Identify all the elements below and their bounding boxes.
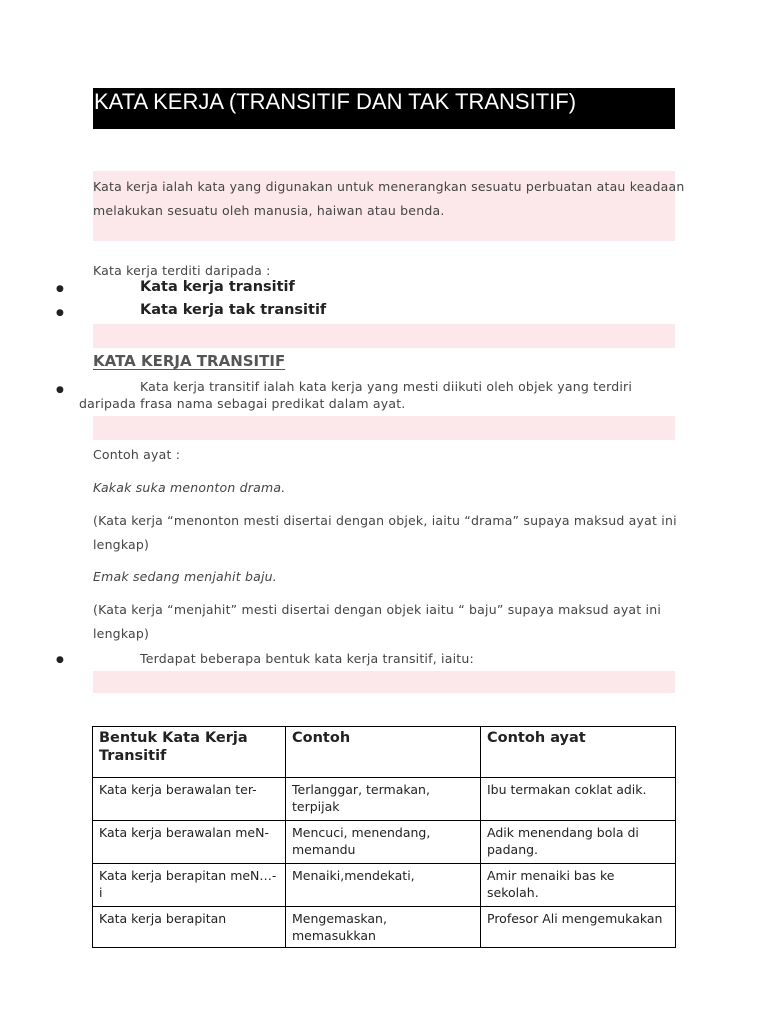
table-row xyxy=(93,821,676,864)
definition-line-2: melakukan sesuatu oleh manusia, haiwan atau benda. xyxy=(93,203,445,218)
highlight-band xyxy=(93,671,675,693)
table-row xyxy=(93,778,676,821)
table-cell: Profesor Ali mengemukakan xyxy=(481,907,676,948)
table-cell: Menaiki,mendekati, xyxy=(286,864,481,907)
table-row xyxy=(93,907,676,948)
forms-intro: Terdapat beberapa bentuk kata kerja transitif, iaitu: xyxy=(140,651,474,666)
table-cell: Kata kerja berawalan meN- xyxy=(93,821,286,864)
table-header-cell: Contoh xyxy=(286,727,481,778)
highlight-band xyxy=(93,324,675,348)
table-header-cell: Contoh ayat xyxy=(481,727,676,778)
bullet-icon: ● xyxy=(56,655,64,665)
transitif-desc-line-1: Kata kerja transitif ialah kata kerja yang mesti diikuti oleh objek yang terdiri xyxy=(140,379,633,394)
table-cell: Kata kerja berapitan xyxy=(93,907,286,948)
table-cell: Mencuci, menendang, memandu xyxy=(286,821,481,864)
bullet-icon: ● xyxy=(56,308,64,318)
table-cell: Mengemaskan, memasukkan xyxy=(286,907,481,948)
bullet-icon: ● xyxy=(56,385,64,395)
example-sentence-2: Emak sedang menjahit baju. xyxy=(93,569,277,584)
example-explanation-1-line-2: lengkap) xyxy=(93,537,150,552)
table-cell: Terlanggar, termakan, terpijak xyxy=(286,778,481,821)
transitive-forms-table xyxy=(92,726,676,948)
table-cell: Kata kerja berawalan ter- xyxy=(93,778,286,821)
transitif-desc-line-2: daripada frasa nama sebagai predikat dalam ayat. xyxy=(79,396,406,411)
table-header-cell: Bentuk Kata Kerja Transitif xyxy=(93,727,286,778)
table-row xyxy=(93,864,676,907)
example-explanation-2-line-2: lengkap) xyxy=(93,626,150,641)
example-explanation-2-line-1: (Kata kerja “menjahit” mesti disertai dengan objek iaitu “ baju” supaya maksud ayat ini xyxy=(93,602,662,617)
type-item-tak-transitif: Kata kerja tak transitif xyxy=(140,302,327,318)
table-cell: Adik menendang bola di padang. xyxy=(481,821,676,864)
type-item-transitif: Kata kerja transitif xyxy=(140,279,295,295)
table-cell: Ibu termakan coklat adik. xyxy=(481,778,676,821)
section-heading-transitif: KATA KERJA TRANSITIF xyxy=(93,352,286,370)
definition-line-1: Kata kerja ialah kata yang digunakan untuk menerangkan sesuatu perbuatan atau keadaan xyxy=(93,179,685,194)
bullet-icon: ● xyxy=(56,284,64,294)
highlight-band xyxy=(93,416,675,440)
table-cell: Amir menaiki bas ke sekolah. xyxy=(481,864,676,907)
types-intro: Kata kerja terditi daripada : xyxy=(93,263,271,278)
example-explanation-1-line-1: (Kata kerja “menonton mesti disertai dengan objek, iaitu “drama” supaya maksud ayat ini xyxy=(93,513,677,528)
example-sentence-1: Kakak suka menonton drama. xyxy=(93,480,286,495)
page-title: KATA KERJA (TRANSITIF DAN TAK TRANSITIF) xyxy=(93,88,675,129)
examples-label: Contoh ayat : xyxy=(93,447,181,462)
table-header-row xyxy=(93,727,676,778)
table-cell: Kata kerja berapitan meN…-i xyxy=(93,864,286,907)
